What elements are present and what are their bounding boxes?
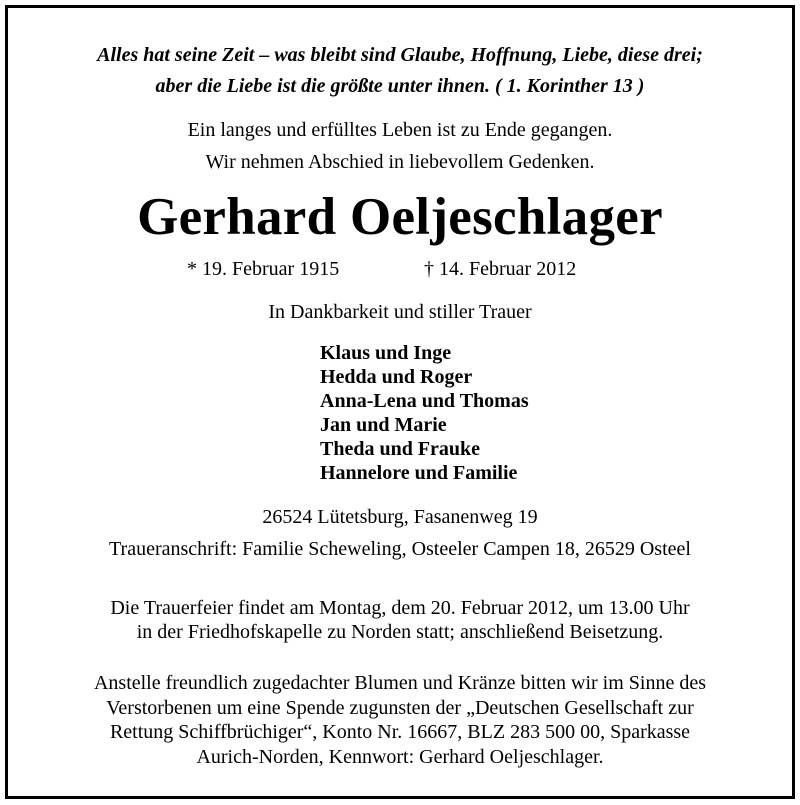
service-line-1: Die Trauerfeier findet am Montag, dem 20. Februar 2012, um 13.00 Uhr xyxy=(110,597,690,619)
intro-line-2: Wir nehmen Abschied in liebevollem Gedenken. xyxy=(205,151,595,173)
donation-line-4: Aurich-Norden, Kennwort: Gerhard Oeljeschlager. xyxy=(196,746,604,768)
family-member: Hannelore und Familie xyxy=(320,462,518,484)
donation-line-1: Anstelle freundlich zugedachter Blumen und Kränze bitten wir im Sinne des xyxy=(93,672,707,694)
service-line-2: in der Friedhofskapelle zu Norden statt; anschließend Beisetzung. xyxy=(136,621,664,643)
motto-line-2: aber die Liebe ist die größte unter ihnen. ( 1. Korinther 13 ) xyxy=(155,75,645,97)
birth-date: * 19. Februar 1915 xyxy=(187,258,340,280)
family-member: Anna-Lena und Thomas xyxy=(320,390,529,412)
family-list xyxy=(320,341,529,485)
mourning-address: Traueranschrift: Familie Scheweling, Osteeler Campen 18, 26529 Osteel xyxy=(109,538,691,560)
family-member: Hedda und Roger xyxy=(320,366,473,388)
donation-line-2: Verstorbenen um eine Spende zugunsten der „Deutschen Gesellschaft zur xyxy=(106,697,694,719)
donation-line-3: Rettung Schiffbrüchiger“, Konto Nr. 16667, BLZ 283 500 00, Sparkasse xyxy=(109,721,691,743)
family-member: Jan und Marie xyxy=(320,414,447,436)
family-member: Theda und Frauke xyxy=(320,438,481,460)
intro-line-1: Ein langes und erfülltes Leben ist zu Ende gegangen. xyxy=(187,119,613,141)
home-address: 26524 Lütetsburg, Fasanenweg 19 xyxy=(262,506,538,528)
death-date: † 14. Februar 2012 xyxy=(424,258,577,280)
family-member: Klaus und Inge xyxy=(320,342,452,364)
deceased-name: Gerhard Oeljeschlager xyxy=(137,188,663,246)
mourning-line: In Dankbarkeit und stiller Trauer xyxy=(268,301,532,323)
motto-line-1: Alles hat seine Zeit – was bleibt sind Glaube, Hoffnung, Liebe, diese drei; xyxy=(97,44,703,66)
